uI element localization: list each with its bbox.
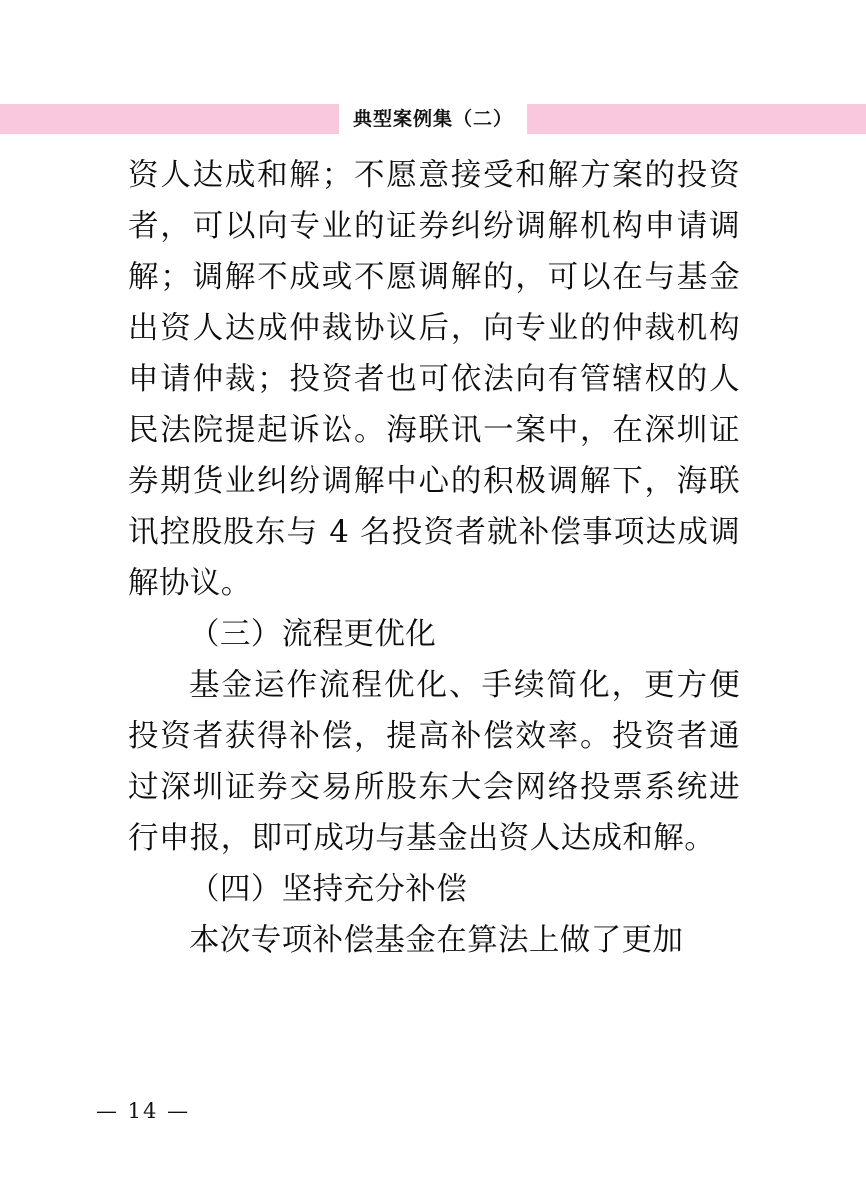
header-band-right xyxy=(527,104,866,134)
page-number: — 14 — xyxy=(96,1099,191,1123)
header-title: 典型案例集（二） xyxy=(353,108,514,130)
body-paragraph: 本次专项补偿基金在算法上做了更加 xyxy=(189,923,684,958)
section-heading: （四）坚持充分补偿 xyxy=(189,872,468,907)
body-paragraph: 资人达成和解；不愿意接受和解方案的投资者，可以向专业的证券纠纷调解机构申请调解；调解不成或不愿调解的，可以在与基金出资人达成仲裁协议后，向专业的仲裁机构申请仲裁；投资者也可依法向有管辖权的人民法院提起诉讼。海联讯一案中，在深圳证券期货业纠纷调解中心的积极调解下，海联讯控股股东与 4 名投资者就补偿事项达成调解协议。 xyxy=(128,158,740,601)
header-band-left xyxy=(0,104,339,134)
body-paragraph: 基金运作流程优化、手续简化，更方便投资者获得补偿，提高补偿效率。投资者通过深圳证券交易所股东大会网络投票系统进行申报，即可成功与基金出资人达成和解。 xyxy=(128,668,740,856)
section-heading: （三）流程更优化 xyxy=(189,617,437,652)
page-footer xyxy=(0,1093,866,1123)
page-header xyxy=(0,104,866,134)
document-body xyxy=(128,150,740,966)
